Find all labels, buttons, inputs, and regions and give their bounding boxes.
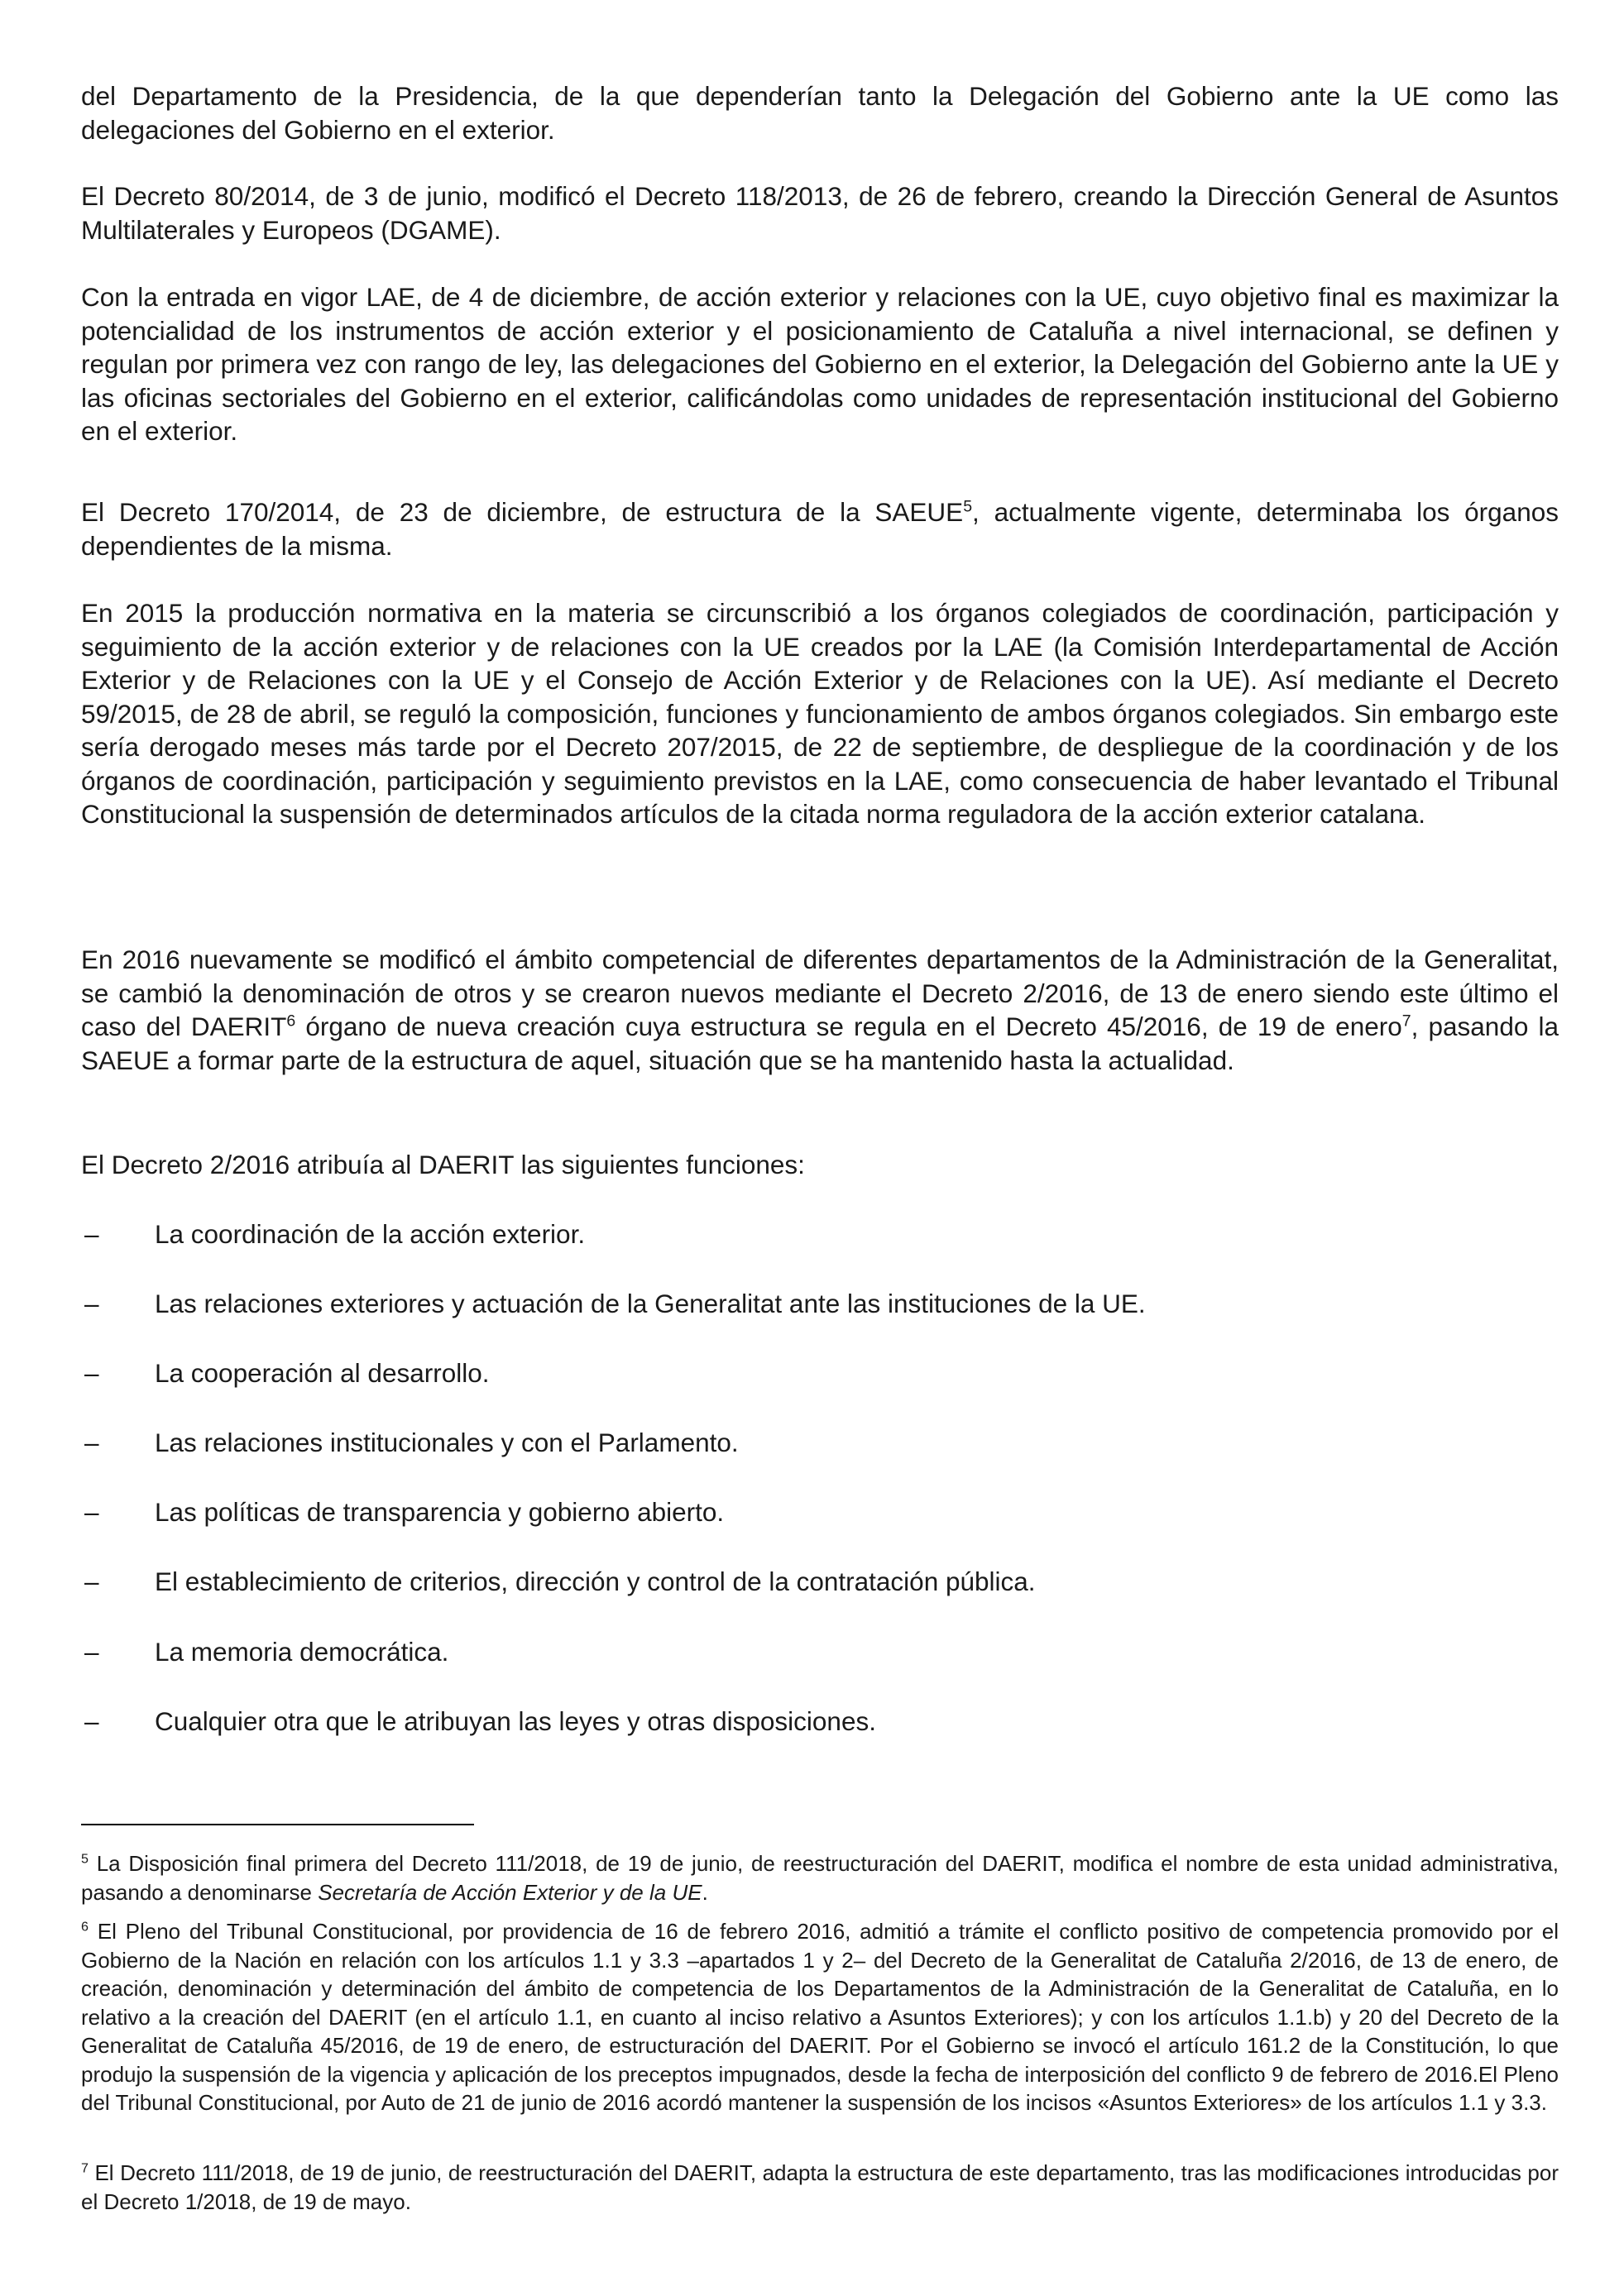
dash-bullet-icon: – (84, 1637, 99, 1667)
footnote-ref[interactable]: 6 (286, 1012, 296, 1031)
footnote (81, 2159, 1559, 2216)
dash-bullet-icon: – (84, 1358, 99, 1388)
footnote-text: La Disposición final primera del Decreto 111/2018, de 19 de junio, de reestructuración del DAERIT, modifica el nombre de esta unidad administrativa, pasando a denominarse (81, 1851, 1559, 1905)
paragraph: Con la entrada en vigor LAE, de 4 de diciembre, de acción exterior y relaciones con la UE, cuyo objetivo final es maximizar la potencialidad de los instrumentos de acción exterior y el posicionamiento de Cataluña a nivel internacional, se definen y regulan por primera vez con rango de ley, las delegaciones del Gobierno en el exterior, la Delegación del Gobierno ante la UE y las oficinas sectoriales del Gobierno en el exterior, calificándolas como unidades de representación institucional del Gobierno en el exterior. (81, 282, 1559, 446)
footnote-text: El Pleno del Tribunal Constitucional, por providencia de 16 de febrero 2016, admitió a trámite el conflicto positivo de competencia promovido por el Gobierno de la Nación en relación con los artículos 1.1 y 3.3 –apartados 1 y 2– del Decreto de la Generalitat de Cataluña 2/2016, de 13 de enero, de creación, denominación y determinación del ámbito de competencia de los Departamentos de la Administración de la Generalitat de Cataluña, en lo relativo a la creación del DAERIT (en el artículo 1.1, en cuanto al inciso relativo a Asuntos Exteriores); y con los artículos 1.1.b) y 20 del Decreto de la Generalitat de Cataluña 45/2016, de 19 de enero, de estructuración del DAERIT. Por el Gobierno se invocó el artículo 161.2 de la Constitución, lo que produjo la suspensión de la vigencia y aplicación de los preceptos impugnados, desde la fecha de interposición del conflicto 9 de febrero de 2016.El Pleno del Tribunal Constitucional, por Auto de 21 de junio de 2016 acordó mantener la suspensión de los incisos «Asuntos Exteriores» de los artículos 1.1 y 3.3. (81, 1919, 1559, 2115)
list-item-text: Las relaciones institucionales y con el Parlamento. (155, 1428, 739, 1457)
footnote-ref[interactable]: 7 (1401, 1012, 1411, 1031)
dash-bullet-icon: – (84, 1706, 99, 1736)
paragraph (81, 495, 1559, 562)
text: En 2016 nuevamente se modificó el ámbito competencial de diferentes departamentos de la Administración de la Generalitat, se cambió la denominación de otros y se crearon nuevos mediante el Decreto 2/2016, de 13 de enero siendo este último el caso del DAERIT (81, 945, 1559, 1041)
dash-bullet-icon: – (84, 1428, 99, 1457)
list-item-text: La memoria democrática. (155, 1637, 449, 1667)
footnote-ref[interactable]: 5 (963, 497, 973, 516)
footnote (81, 1917, 1559, 2117)
paragraph: El Decreto 2/2016 atribuía al DAERIT las siguientes funciones: (81, 1150, 805, 1179)
dash-bullet-icon: – (84, 1219, 99, 1249)
list-item-text: La cooperación al desarrollo. (155, 1358, 490, 1388)
list-item-text: Las relaciones exteriores y actuación de la Generalitat ante las instituciones de la UE. (155, 1289, 1146, 1318)
text: , pasando la SAEUE a formar parte de la estructura de aquel, situación que se ha mantenido hasta la actualidad. (81, 1012, 1559, 1075)
paragraph: En 2015 la producción normativa en la materia se circunscribió a los órganos colegiados de coordinación, participación y seguimiento de la acción exterior y de relaciones con la UE creados por la LAE (la Comisión Interdepartamental de Acción Exterior y de Relaciones con la UE y el Consejo de Acción Exterior y de Relaciones con la UE). Así mediante el Decreto 59/2015, de 28 de abril, se reguló la composición, funciones y funcionamiento de ambos órganos colegiados. Sin embargo este sería derogado meses más tarde por el Decreto 207/2015, de 22 de septiembre, de despliegue de la coordinación y de los órganos de coordinación, participación y seguimiento previstos en la LAE, como consecuencia de haber levantado el Tribunal Constitucional la suspensión de determinados artículos de la citada norma reguladora de la acción exterior catalana. (81, 598, 1559, 829)
footnote-number: 5 (81, 1851, 89, 1867)
dash-bullet-icon: – (84, 1567, 99, 1596)
text: órgano de nueva creación cuya estructura se regula en el Decreto 45/2016, de 19 de enero (295, 1012, 1402, 1041)
list-item-text: Las políticas de transparencia y gobierno abierto. (155, 1497, 725, 1527)
text: , actualmente vigente, determinaba los órganos dependientes de la misma. (81, 497, 1559, 561)
dash-bullet-icon: – (84, 1289, 99, 1318)
paragraph: El Decreto 80/2014, de 3 de junio, modificó el Decreto 118/2013, de 26 de febrero, creando la Dirección General de Asuntos Multilaterales y Europeos (DGAME). (81, 181, 1559, 245)
footnote-text: El Decreto 111/2018, de 19 de junio, de reestructuración del DAERIT, adapta la estructura de este departamento, tras las modificaciones introducidas por el Decreto 1/2018, de 19 de mayo. (81, 2160, 1559, 2214)
footnote (81, 1849, 1559, 1906)
list-item-text: La coordinación de la acción exterior. (155, 1219, 586, 1249)
list-item-text: Cualquier otra que le atribuyan las leyes y otras disposiciones. (155, 1706, 876, 1736)
footnote-number: 7 (81, 2160, 89, 2176)
paragraph (81, 943, 1559, 1077)
paragraph: del Departamento de la Presidencia, de la que dependerían tanto la Delegación del Gobierno ante la UE como las delegaciones del Gobierno en el exterior. (81, 81, 1559, 145)
footnote-separator (81, 1824, 474, 1825)
dash-bullet-icon: – (84, 1497, 99, 1527)
footnote-italic: Secretaría de Acción Exterior y de la UE (318, 1879, 702, 1905)
footnote-text: . (702, 1879, 708, 1905)
list-item-text: El establecimiento de criterios, dirección y control de la contratación pública. (155, 1567, 1036, 1596)
text: El Decreto 170/2014, de 23 de diciembre, de estructura de la SAEUE (81, 497, 964, 527)
footnote-number: 6 (81, 1919, 89, 1935)
